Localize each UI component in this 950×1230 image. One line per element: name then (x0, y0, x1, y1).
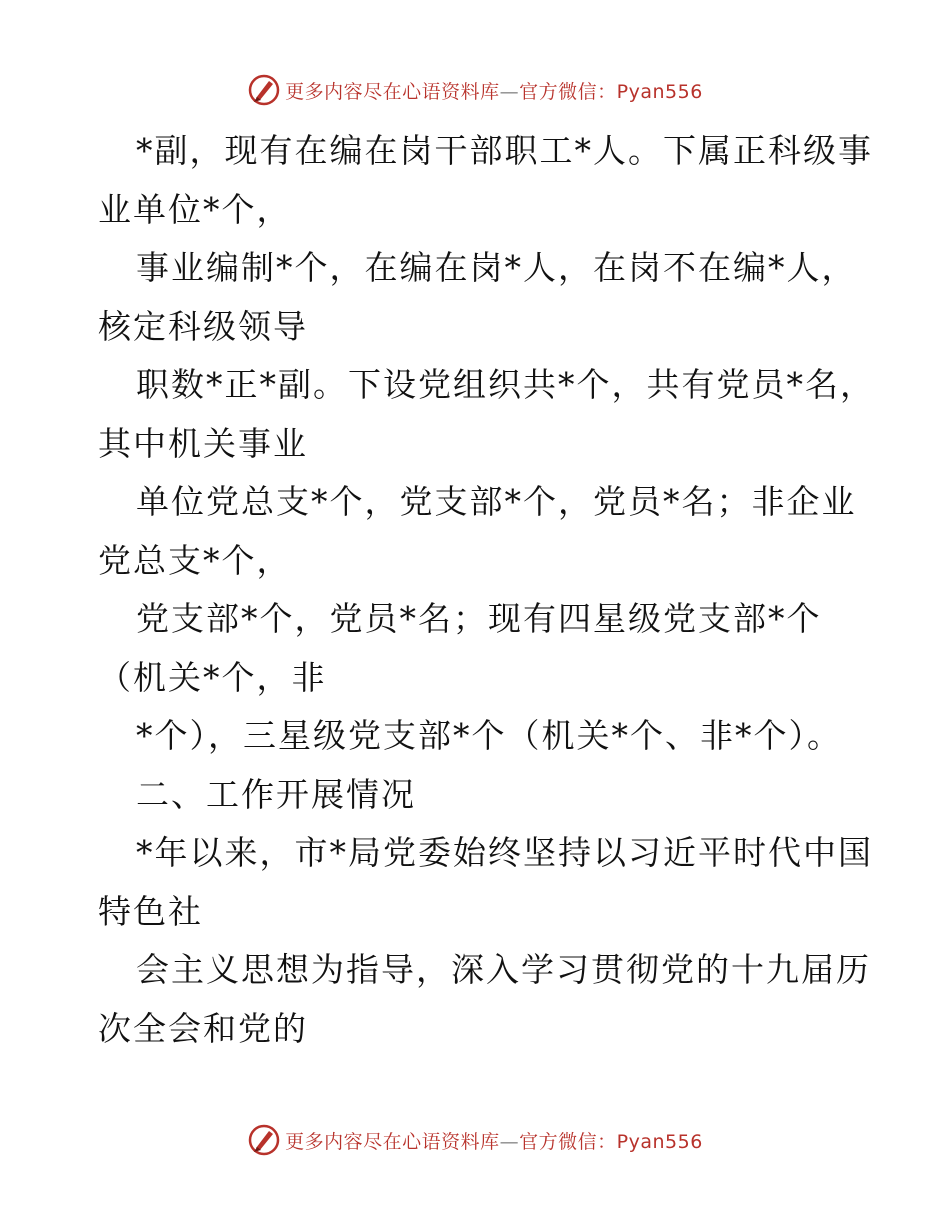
footer-banner (0, 1120, 950, 1160)
document-line: 事业编制*个，在编在岗*人，在岗不在编*人， (136, 248, 857, 287)
document-line: （机关*个，非 (98, 657, 327, 697)
document-line: *副，现有在编在岗干部职工*人。下属正科级事 (136, 131, 873, 170)
header-banner-main: 更多内容尽在心语资料库 (285, 80, 500, 103)
header-banner-wechat: 官方微信：Pyan556 (519, 80, 703, 103)
header-banner-separator: — (499, 80, 520, 103)
document-line: 其中机关事业 (98, 423, 308, 463)
document-line: 职数*正*副。下设党组织共*个，共有党员*名， (136, 365, 875, 404)
footer-banner-wechat: 官方微信：Pyan556 (519, 1130, 703, 1153)
pen-logo-icon (247, 1123, 281, 1157)
footer-banner-text (285, 1127, 703, 1154)
footer-banner-separator: — (499, 1130, 520, 1153)
document-line: 会主义思想为指导，深入学习贯彻党的十九届历 (136, 950, 871, 989)
document-line: 党支部*个，党员*名；现有四星级党支部*个 (136, 599, 822, 638)
document-line: 业单位*个， (98, 189, 292, 229)
pen-logo-icon (247, 73, 281, 107)
document-line: 特色社 (98, 891, 203, 931)
document-line: 党总支*个， (98, 540, 292, 580)
document-line: *个），三星级党支部*个（机关*个、非*个）。 (136, 716, 842, 755)
document-line: *年以来，市*局党委始终坚持以习近平时代中国 (136, 833, 873, 872)
document-line: 核定科级领导 (98, 306, 308, 346)
footer-banner-main: 更多内容尽在心语资料库 (285, 1130, 500, 1153)
document-line: 单位党总支*个，党支部*个，党员*名；非企业 (136, 482, 857, 521)
header-banner (0, 70, 950, 110)
section-heading: 二、工作开展情况 (136, 774, 416, 814)
document-body (98, 122, 878, 1058)
document-line: 次全会和党的 (98, 1008, 308, 1048)
header-banner-text (285, 77, 703, 104)
